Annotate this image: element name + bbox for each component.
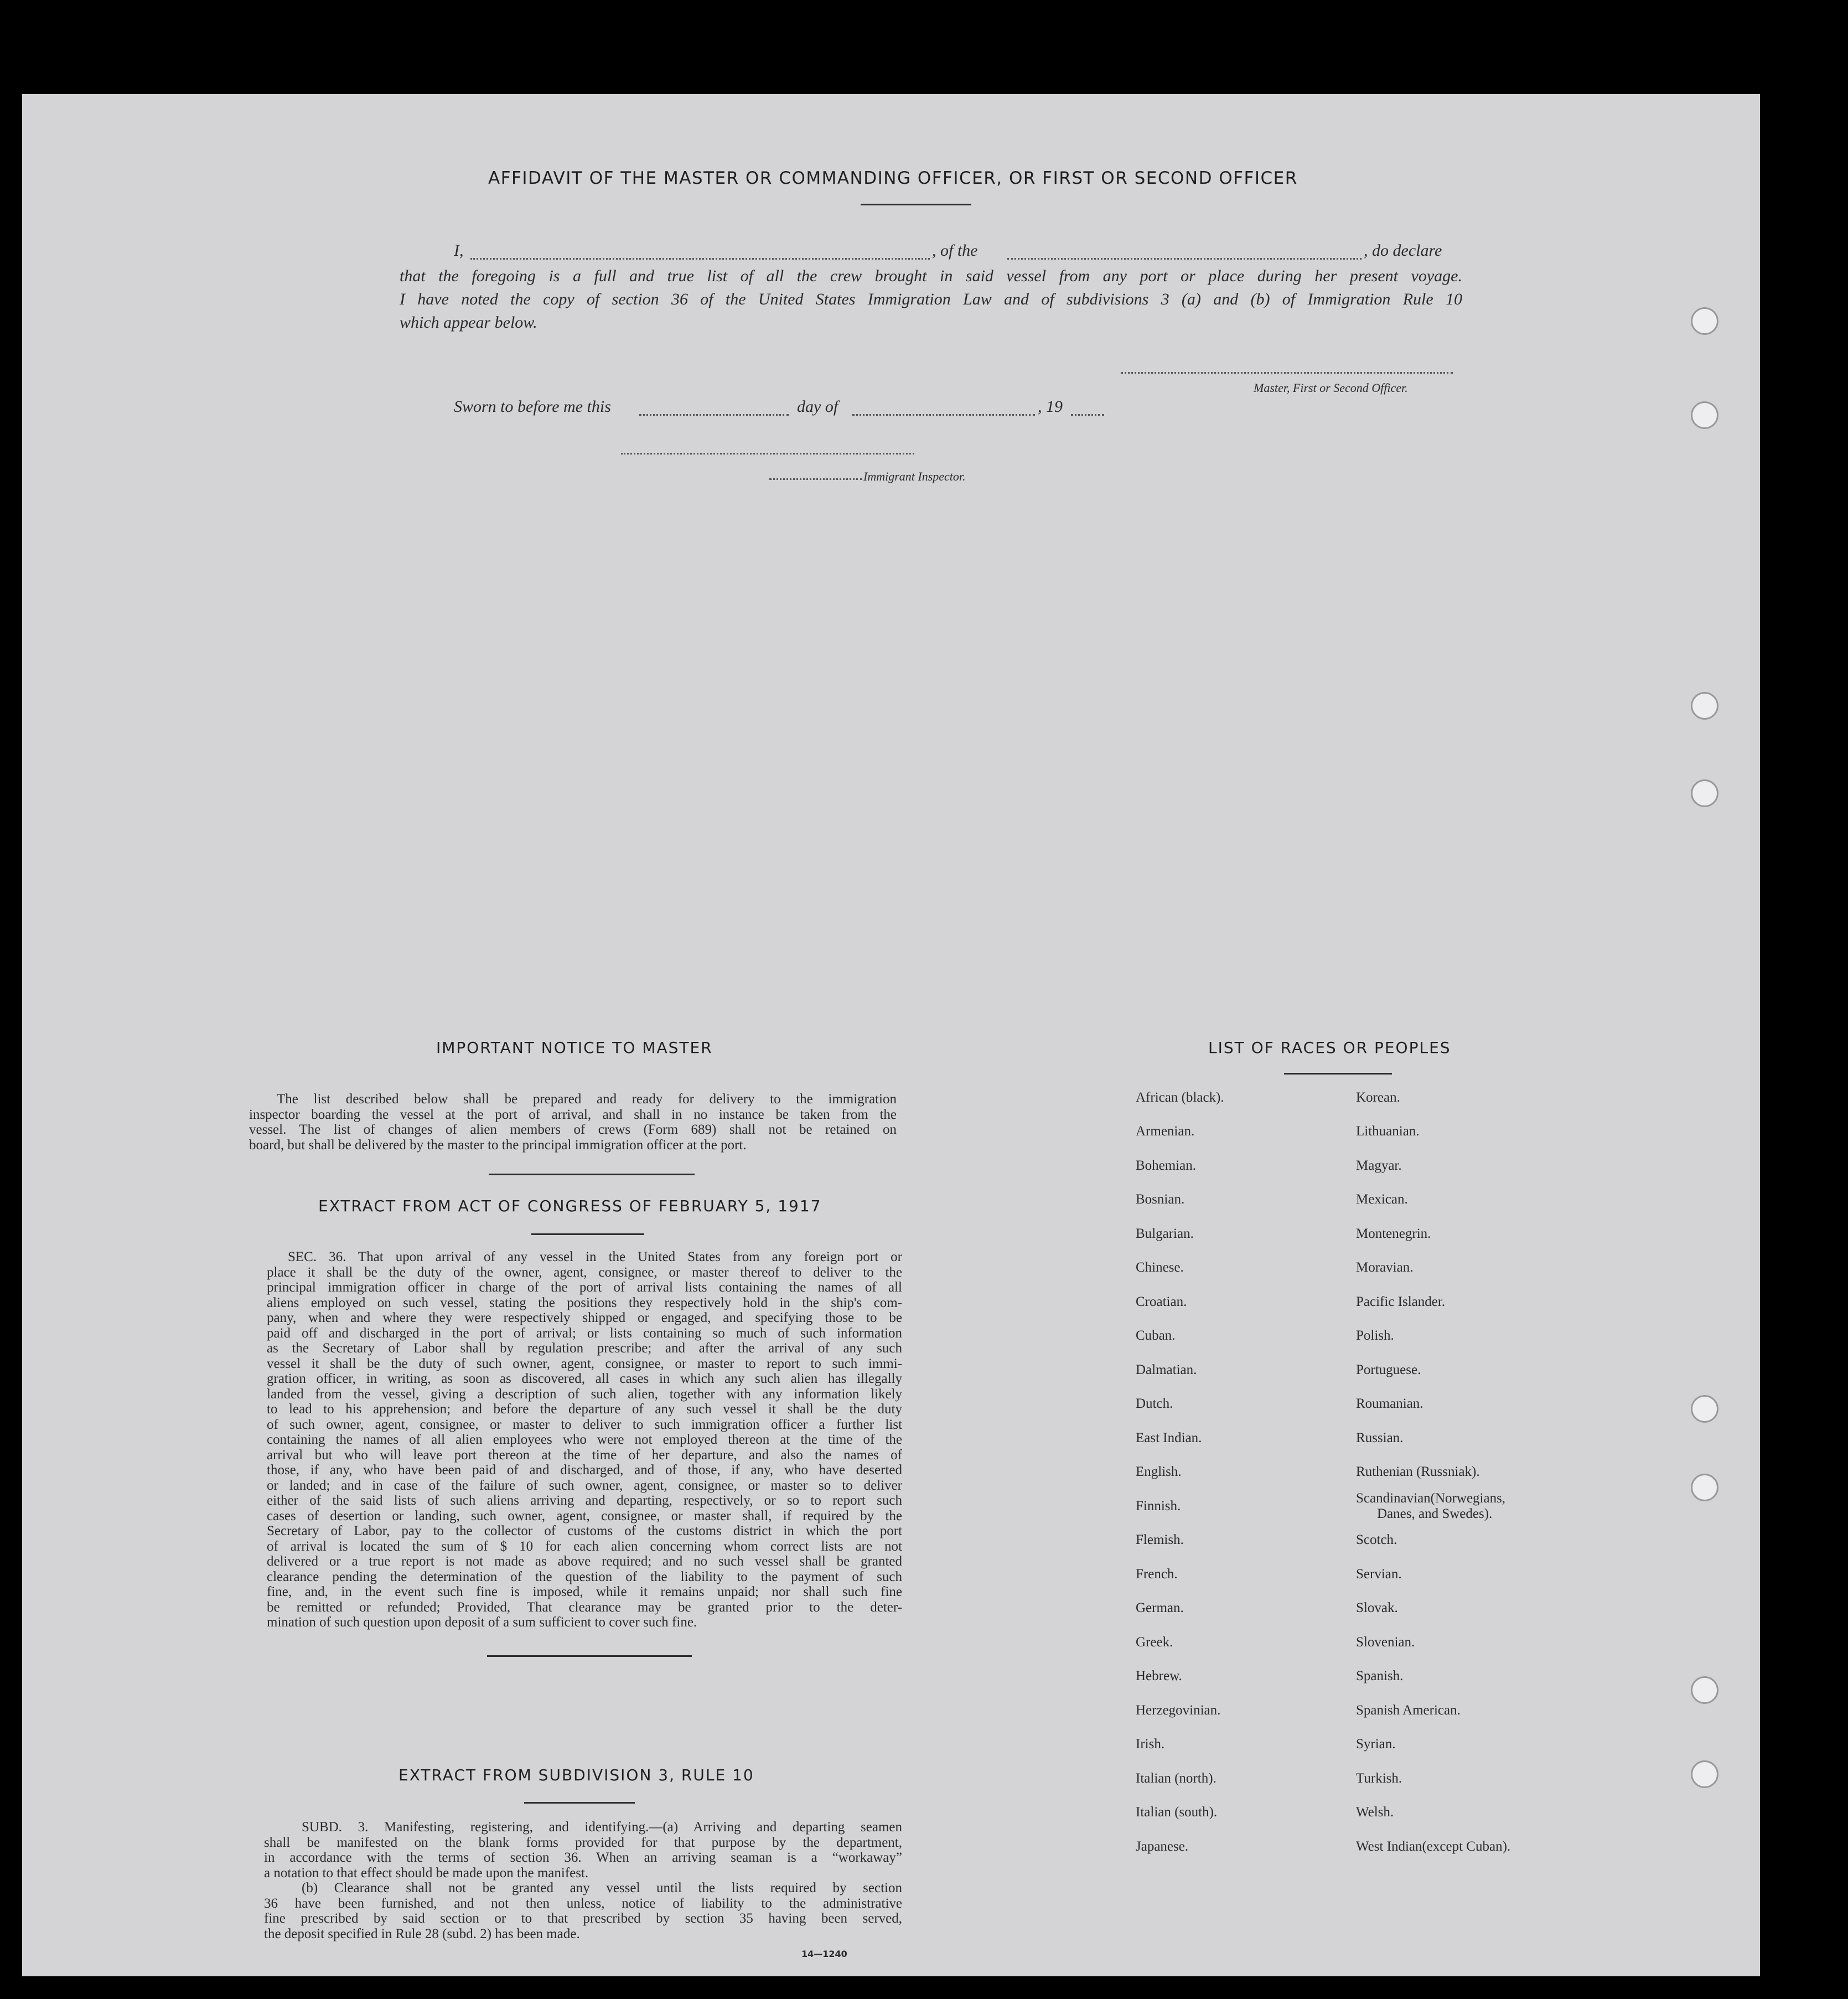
race-right: Mexican. xyxy=(1356,1192,1408,1207)
race-left: Italian (south). xyxy=(1136,1805,1218,1820)
sworn-day-of: day of xyxy=(797,397,838,416)
act-line: fine, and, in the event such fine is imposed, while it remains unpaid; nor shall such fine xyxy=(267,1584,902,1599)
race-left: East Indian. xyxy=(1136,1430,1202,1445)
race-right: Spanish American. xyxy=(1356,1703,1461,1718)
declaration-prefix: I, xyxy=(454,241,464,260)
binder-hole xyxy=(1691,1676,1718,1704)
race-right: Montenegrin. xyxy=(1356,1226,1431,1241)
race-right: Slovenian. xyxy=(1356,1635,1415,1650)
rule-line: a notation to that effect should be made upon the manifest. xyxy=(264,1865,589,1881)
sworn-day-field[interactable] xyxy=(639,414,789,416)
inspector-label-leader xyxy=(769,478,862,480)
race-right: Ruthenian (Russniak). xyxy=(1356,1464,1480,1479)
race-left: Flemish. xyxy=(1136,1532,1184,1547)
declaration-text-line: I have noted the copy of section 36 of the United States Immigration Law and of subdivisions 3 (a) and (b) of Immigration Rule 10 xyxy=(400,290,1462,308)
rule-line: in accordance with the terms of section 36. When an arriving seaman is a “workaway” xyxy=(264,1850,902,1865)
act-line: gration officer, in writing, as soon as discovered, all cases in which any such alien has illegally xyxy=(267,1371,902,1386)
race-left: Croatian. xyxy=(1136,1294,1187,1309)
notice-line: vessel. The list of changes of alien members of crews (Form 689) shall not be retained on xyxy=(249,1122,897,1137)
act-line: containing the names of all alien employees who were not employed thereon at the time of the xyxy=(267,1432,902,1447)
declaration-text-line: which appear below. xyxy=(400,313,537,332)
race-right: Moravian. xyxy=(1356,1260,1414,1275)
race-right: Slovak. xyxy=(1356,1600,1398,1615)
notice-line: inspector boarding the vessel at the port of arrival, and shall in no instance be taken from the xyxy=(249,1107,897,1122)
sworn-year-prefix: , 19 xyxy=(1038,397,1063,416)
race-left: Italian (north). xyxy=(1136,1771,1217,1786)
binder-hole xyxy=(1691,692,1718,720)
races-title: LIST OF RACES OR PEOPLES xyxy=(1208,1039,1451,1057)
rule-line: shall be manifested on the blank forms provided for that purpose by the department, xyxy=(264,1835,902,1850)
act-line: either of the said lists of such aliens arriving and departing, respectively, or so to report such xyxy=(267,1493,902,1508)
act-line: be remitted or refunded; Provided, That clearance may be granted prior to the deter- xyxy=(267,1599,902,1615)
race-left: Cuban. xyxy=(1136,1328,1176,1343)
act-line: aliens employed on such vessel, stating the positions they respectively hold in the ship's com- xyxy=(267,1295,902,1310)
notice-divider xyxy=(489,1174,695,1175)
master-signature-field[interactable] xyxy=(1121,372,1453,374)
act-line: SEC. 36. That upon arrival of any vessel in the United States from any foreign port or xyxy=(288,1249,902,1264)
rule-extract-title-rule xyxy=(524,1802,635,1804)
notice-title: IMPORTANT NOTICE TO MASTER xyxy=(436,1039,713,1057)
inspector-label: Immigrant Inspector. xyxy=(863,469,966,483)
rule-extract-title: EXTRACT FROM SUBDIVISION 3, RULE 10 xyxy=(398,1766,754,1784)
sworn-year-field[interactable] xyxy=(1071,414,1104,416)
document-page xyxy=(22,94,1760,1976)
binder-hole xyxy=(1691,307,1718,335)
notice-text xyxy=(249,1092,897,1153)
race-right: Turkish. xyxy=(1356,1771,1402,1786)
race-left: Bulgarian. xyxy=(1136,1226,1194,1241)
race-right: Servian. xyxy=(1356,1567,1402,1582)
race-right: Pacific Islander. xyxy=(1356,1294,1446,1309)
act-extract-title: EXTRACT FROM ACT OF CONGRESS OF FEBRUARY 5, 1917 xyxy=(318,1197,822,1215)
vessel-field[interactable] xyxy=(1007,258,1362,260)
binder-hole xyxy=(1691,1760,1718,1788)
inspector-signature-field[interactable] xyxy=(621,453,914,454)
race-left: French. xyxy=(1136,1567,1178,1582)
binder-hole xyxy=(1691,779,1718,807)
act-line: landed from the vessel, giving a description of such alien, together with any information likely xyxy=(267,1386,902,1402)
master-signature-label: Master, First or Second Officer. xyxy=(1254,381,1408,395)
rule-line: 36 have been furnished, and not then unless, notice of liability to the administrative xyxy=(264,1895,902,1911)
act-line: cases of desertion or landing, such owner, agent, consignee, or master shall, if required by the xyxy=(267,1508,902,1523)
act-line: to lead to his apprehension; and before the departure of any such vessel it shall be the duty xyxy=(267,1402,902,1417)
race-left: Chinese. xyxy=(1136,1260,1184,1275)
act-line: pany, when and where they were respectively shipped or engaged, and specifying those to be xyxy=(267,1310,902,1325)
race-left: Dalmatian. xyxy=(1136,1362,1197,1377)
form-number: 14—1240 xyxy=(801,1949,847,1959)
act-line: or landed; and in case of the failure of such owner, agent, consignee, or master so to deliver xyxy=(267,1478,902,1493)
act-line: paid off and discharged in the port of arrival; or lists containing so much of such information xyxy=(267,1325,902,1341)
declaration-text-line: that the foregoing is a full and true list of all the crew brought in said vessel from any port or place during her present voyage. xyxy=(400,267,1462,285)
sworn-line xyxy=(454,397,1140,420)
act-line: mination of such question upon deposit of a sum sufficient to cover such fine. xyxy=(267,1615,697,1630)
act-line: place it shall be the duty of the owner, agent, consignee, or master thereof to deliver to the xyxy=(267,1264,902,1280)
binder-hole xyxy=(1691,1395,1718,1423)
race-right-continuation: Danes, and Swedes). xyxy=(1377,1506,1493,1521)
race-right: Syrian. xyxy=(1356,1737,1396,1752)
race-left: German. xyxy=(1136,1600,1184,1615)
race-right: Russian. xyxy=(1356,1430,1404,1445)
race-left: Irish. xyxy=(1136,1737,1165,1752)
race-left: Finnish. xyxy=(1136,1499,1181,1514)
affidavit-title: AFFIDAVIT OF THE MASTER OR COMMANDING OFFICER, OR FIRST OR SECOND OFFICER xyxy=(488,168,1298,188)
rule-line: fine prescribed by said section or to that prescribed by section 35 having been served, xyxy=(264,1911,902,1926)
sworn-month-field[interactable] xyxy=(852,414,1035,416)
race-left: Greek. xyxy=(1136,1635,1173,1650)
race-right: Korean. xyxy=(1356,1090,1400,1105)
race-right: Lithuanian. xyxy=(1356,1124,1420,1139)
rule-line: (b) Clearance shall not be granted any vessel until the lists required by section xyxy=(302,1881,902,1895)
rule-line: the deposit specified in Rule 28 (subd. 2) has been made. xyxy=(264,1926,580,1941)
race-right: Welsh. xyxy=(1356,1805,1394,1820)
race-right: Spanish. xyxy=(1356,1669,1404,1683)
act-line: as the Secretary of Labor shall by regulation prescribe; and after the arrival of any such xyxy=(267,1341,902,1356)
rule-extract-text xyxy=(264,1820,902,1941)
race-left: African (black). xyxy=(1136,1090,1224,1105)
act-line: vessel it shall be the duty of such owner, agent, consignee, or master to report to such immi- xyxy=(267,1356,902,1371)
race-left: Japanese. xyxy=(1136,1839,1189,1854)
act-extract-title-rule xyxy=(531,1233,644,1235)
act-extract-divider xyxy=(487,1655,692,1657)
binder-hole xyxy=(1691,401,1718,429)
sworn-prefix: Sworn to before me this xyxy=(454,397,611,416)
race-right: West Indian(except Cuban). xyxy=(1356,1839,1511,1854)
race-left: Bohemian. xyxy=(1136,1158,1197,1173)
race-right: Portuguese. xyxy=(1356,1362,1421,1377)
declaration-line-1 xyxy=(454,241,1461,264)
race-left: Dutch. xyxy=(1136,1396,1173,1411)
act-line: arrival but who will leave port thereon at the time of her departure, and also the names of xyxy=(267,1447,902,1463)
race-left: Herzegovinian. xyxy=(1136,1703,1221,1718)
act-line: clearance pending the determination of the question of the liability to the payment of such xyxy=(267,1569,902,1584)
race-right: Scotch. xyxy=(1356,1532,1397,1547)
binder-hole xyxy=(1691,1474,1718,1501)
notice-line: The list described below shall be prepared and ready for delivery to the immigration xyxy=(277,1092,897,1107)
declaration-do-declare: , do declare xyxy=(1364,241,1442,260)
race-left: Hebrew. xyxy=(1136,1669,1182,1683)
notice-line: board, but shall be delivered by the master to the principal immigration officer at the port. xyxy=(249,1137,747,1153)
act-line: principal immigration officer in charge of the port of arrival lists containing the names of all xyxy=(267,1280,902,1295)
rule-line: SUBD. 3. Manifesting, registering, and identifying.—(a) Arriving and departing seamen xyxy=(302,1820,902,1835)
act-line: of arrival is located the sum of $ 10 for each alien concerning whom correct lists are not xyxy=(267,1538,902,1554)
act-line: those, if any, who have been paid of and discharged, and of those, if any, who have deserted xyxy=(267,1463,902,1478)
affidavit-title-rule xyxy=(861,204,971,205)
race-left: English. xyxy=(1136,1464,1182,1479)
declaration-of-the: , of the xyxy=(932,241,978,260)
act-line: of such owner, agent, consignee, or master to deliver to such immigration officer a further list xyxy=(267,1417,902,1432)
declaration-text xyxy=(400,265,1462,334)
race-right: Scandinavian(Norwegians, xyxy=(1356,1491,1506,1506)
race-right: Roumanian. xyxy=(1356,1396,1423,1411)
act-line: Secretary of Labor, pay to the collector of customs of the customs district in which the port xyxy=(267,1523,902,1538)
race-left: Bosnian. xyxy=(1136,1192,1185,1207)
races-title-rule xyxy=(1284,1073,1392,1075)
act-line: delivered or a true report is not made as above required; and no such vessel shall be granted xyxy=(267,1554,902,1569)
race-right: Polish. xyxy=(1356,1328,1394,1343)
act-extract-text xyxy=(267,1249,902,1630)
name-field[interactable] xyxy=(470,258,930,260)
race-left: Armenian. xyxy=(1136,1124,1195,1139)
race-right: Magyar. xyxy=(1356,1158,1402,1173)
